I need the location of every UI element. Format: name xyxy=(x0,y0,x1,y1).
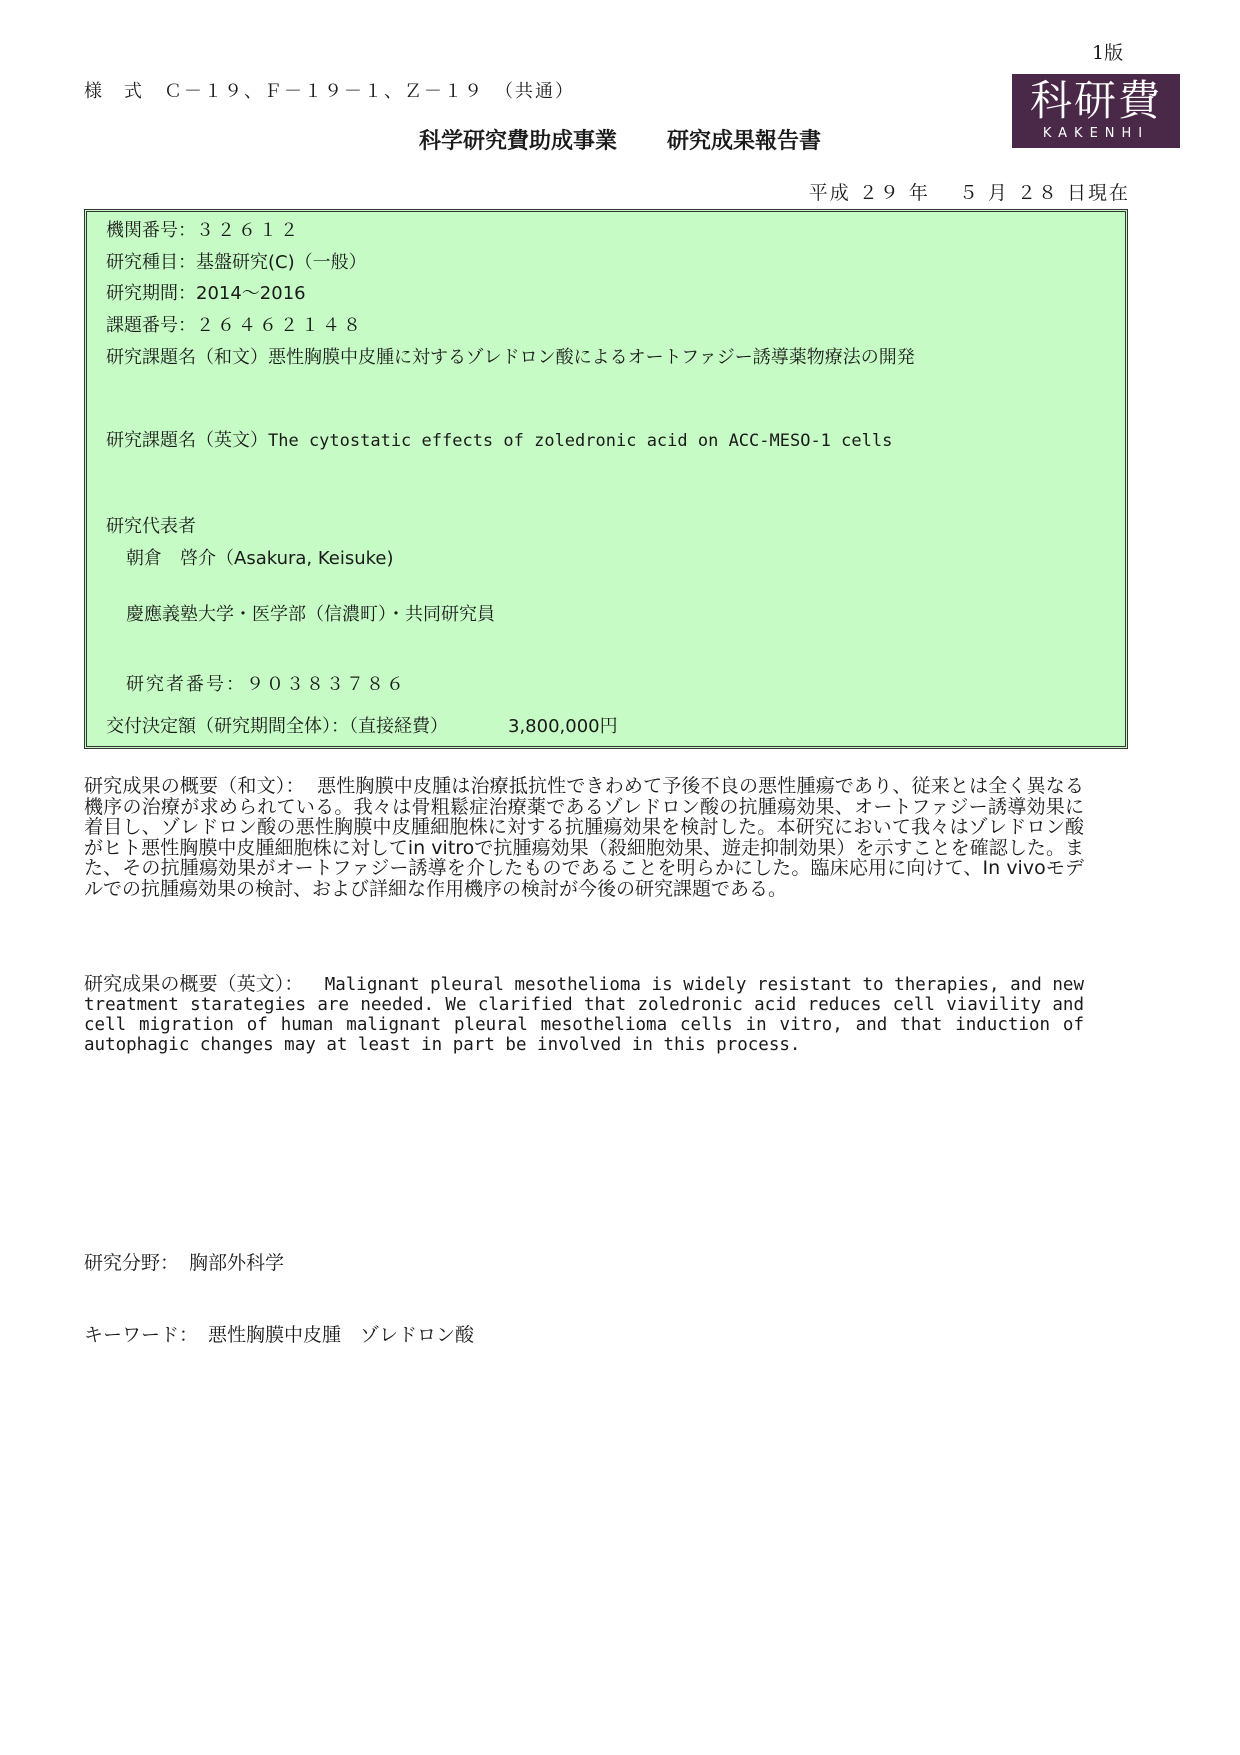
summary-en-label: 研究成果の概要（英文）： xyxy=(84,973,304,995)
form-code: 様 式 Ｃ－１９、Ｆ－１９－１、Ｚ－１９ （共通） xyxy=(84,81,575,102)
version-label: 1版 xyxy=(1092,42,1124,64)
researcher-number: 研究者番号：９０３８３７８６ xyxy=(126,674,406,695)
report-date: 平成 ２９ 年 ５ 月 ２８ 日現在 xyxy=(808,182,1130,204)
research-field xyxy=(84,1248,284,1275)
title-report: 研究成果報告書 xyxy=(667,129,822,154)
keywords xyxy=(84,1320,474,1347)
title-program: 科学研究費助成事業 xyxy=(418,129,617,154)
representative-name: 朝倉 啓介（Asakura, Keisuke) xyxy=(126,548,394,569)
logo-kanji: 科研費 xyxy=(1029,76,1162,125)
project-title-ja: 研究課題名（和文）悪性胸膜中皮腫に対するゾレドロン酸によるオートファジー誘導薬物療法の開発 xyxy=(106,347,915,368)
keywords-value: 悪性胸膜中皮腫 ゾレドロン酸 xyxy=(208,1324,475,1346)
summary-en-text: Malignant pleural mesothelioma is widely resistant to therapies, and new treatment starategies are needed. We clarified that zoledronic acid reduces cell viavility and cell migration of human malignant pleural mesothelioma cells in vitro, and that induction of autophagic changes may at least in part be involved in this process. xyxy=(84,975,1084,1055)
research-category: 研究種目：基盤研究(C)（一般） xyxy=(106,252,367,273)
representative-affiliation: 慶應義塾大学・医学部（信濃町）・共同研究員 xyxy=(126,604,495,625)
project-title-en: 研究課題名（英文）The cytostatic effects of zoledronic acid on ACC-MESO-1 cells xyxy=(106,430,893,451)
research-field-value: 胸部外科学 xyxy=(189,1252,285,1274)
institution-number: 機関番号：３２６１２ xyxy=(106,220,301,241)
research-period: 研究期間：2014～2016 xyxy=(106,283,306,304)
summary-ja xyxy=(84,776,1084,899)
summary-en xyxy=(84,974,1084,1055)
logo-roman: KAKENHI xyxy=(1042,126,1150,141)
project-number: 課題番号：２６４６２１４８ xyxy=(106,315,364,336)
keywords-label: キーワード： xyxy=(84,1324,199,1346)
summary-ja-text: 悪性胸膜中皮腫は治療抵抗性できわめて予後不良の悪性腫瘍であり、従来とは全く異なる機序の治療が求められている。我々は骨粗鬆症治療薬であるゾレドロン酸の抗腫瘍効果、オートファジー誘導効果に着目し、ゾレドロン酸の悪性胸膜中皮腫細胞株に対する抗腫瘍効果を検討した。本研究において我々はゾレドロン酸がヒト悪性胸膜中皮腫細胞株に対してin vitroで抗腫瘍効果（殺細胞効果、遊走抑制効果）を示すことを確認した。また、その抗腫瘍効果がオートファジー誘導を介したものであることを明らかにした。臨床応用に向けて、In vivoモデルでの抗腫瘍効果の検討、および詳細な作用機序の検討が今後の研究課題である。 xyxy=(84,775,1084,900)
grant-amount: 交付決定額（研究期間全体）：（直接経費） 3,800,000円 xyxy=(106,716,618,737)
document-title xyxy=(0,124,1240,155)
representative-label: 研究代表者 xyxy=(106,516,196,537)
research-field-label: 研究分野： xyxy=(84,1252,180,1274)
summary-ja-label: 研究成果の概要（和文）： xyxy=(84,775,305,797)
